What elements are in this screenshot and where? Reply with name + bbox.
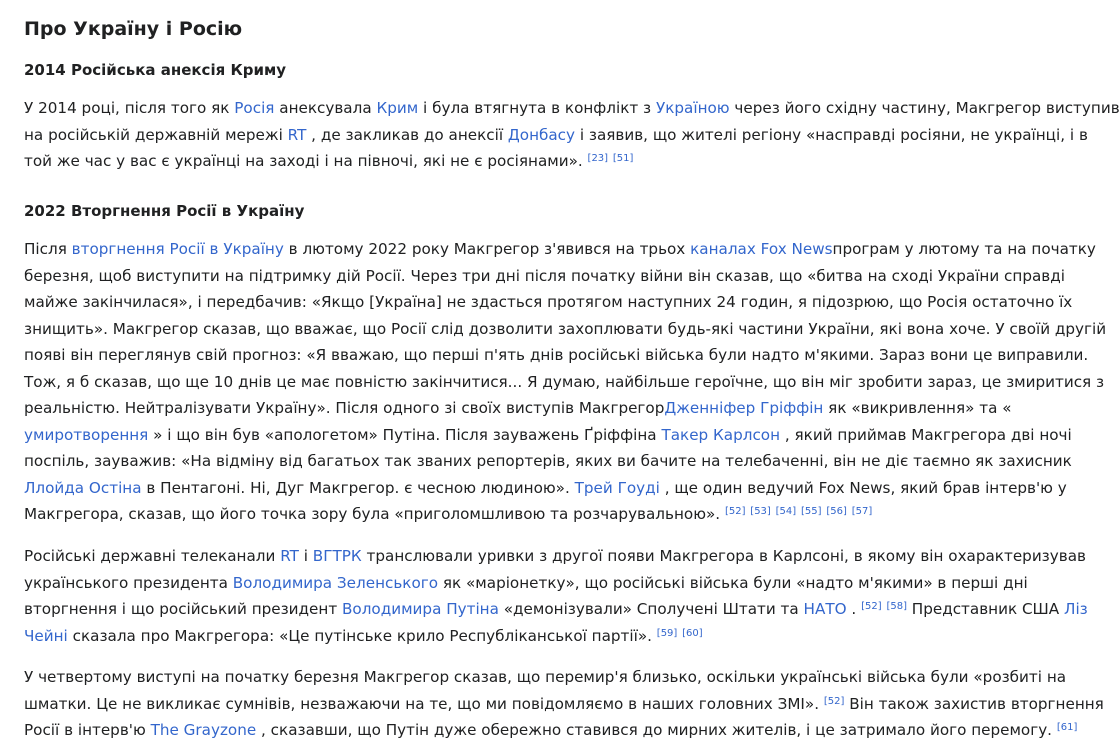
citation-61[interactable]: [61] (1056, 722, 1078, 733)
link-putin[interactable]: Володимира Путіна (342, 600, 499, 618)
link-fox-news-channels[interactable]: каналах Fox News (690, 240, 833, 258)
text-line (24, 623, 1024, 650)
citation-51[interactable]: [51] (612, 153, 634, 164)
text: через його східну частину, Макгрегор виступив (729, 99, 1120, 117)
citation-57[interactable]: [57] (851, 506, 873, 517)
text: в лютому 2022 року Макгрегор з'явився на трьох (283, 240, 691, 258)
paragraph-invasion (24, 236, 1107, 528)
link-the-grayzone[interactable]: The Grayzone (150, 721, 257, 739)
text-line: появі він переглянув свій прогноз: «Я вважаю, що перші п'ять днів російські війська були надто м'якими. Зараз вони це виправили. (24, 346, 1089, 364)
text: , сказавши, що Путін дуже обережно ставився до мирних жителів, і це затримало його перемогу. (256, 721, 1053, 739)
citation-56[interactable]: [56] (826, 506, 847, 517)
text-line: У четвертому виступі на початку березня Макгрегор сказав, що перемир'я близько, оскільки українські війська були «розбиті на (24, 668, 1067, 686)
link-rt[interactable]: RT (280, 547, 299, 565)
text-line (24, 501, 1024, 528)
text: на російській державній мережі (24, 125, 288, 144)
text-line (24, 570, 1028, 597)
text: «демонізували» Сполучені Штати та (498, 600, 804, 618)
text: реальністю. Нейтралізувати Україну». Після одного зі своїх виступів Макгрегор (24, 399, 665, 417)
text: вторгнення і що російський президент (24, 600, 343, 618)
text-line (24, 691, 1104, 718)
text: як «маріонетку», що російські війська були «надто м'якими» в перші дні (438, 573, 1028, 592)
text-line: майже закінчилася», і передбачив: «Якщо [Україна] не здасться протягом наступних 24 годин, я підозрюю, що Росія остаточно їх (24, 293, 1073, 311)
text-line (24, 148, 1024, 175)
link-ukraine[interactable]: Україною (655, 99, 730, 117)
text: Після (24, 240, 72, 258)
text: як «викривлення» та « (823, 399, 1012, 417)
text: , ще один ведучий Fox News, який брав інтерв'ю у (659, 478, 1067, 497)
citation-59[interactable]: [59] (656, 627, 678, 639)
citation-52[interactable]: [52] (823, 695, 845, 707)
text-line (24, 475, 1067, 502)
link-liz-cheney[interactable]: Ліз (1064, 600, 1088, 618)
text-line (24, 395, 1024, 422)
link-nato[interactable]: НАТО (803, 600, 847, 618)
text-line: поспіль, зауважив: «На відміну від багатьох так званих репортерів, яких ви бачите на телебаченні, він не діє таємно як захисник (24, 452, 1072, 470)
text-line: березня, щоб виступити на підтримку дій Росії. Через три дні після початку війни він сказав, що «битва на сході України справді (24, 266, 1065, 285)
text: і була втягнута в конфлікт з (418, 99, 656, 117)
text: Росії в інтерв'ю (24, 721, 151, 739)
link-appeasement[interactable]: умиротворення (24, 425, 149, 444)
paragraph-crimea (24, 95, 1120, 175)
text: програм у лютому та на початку (832, 240, 1096, 258)
paragraph-state-tv (24, 543, 1088, 649)
text-line (24, 717, 1078, 744)
link-lloyd-austin[interactable]: Ллойда Остіна (24, 478, 142, 497)
text: шматки. Це не викликає сумнівів, незважаючи на те, що ми повідомляємо в наших головних ЗМІ». (24, 694, 820, 713)
link-jennifer-griffin[interactable]: Дженніфер Гріффін (664, 399, 824, 417)
text-line (24, 596, 1088, 623)
text: , де закликав до анексії (306, 125, 508, 144)
text-line: Тож, я б сказав, що ще 10 днів це має повністю закінчитися... Я думаю, найбільше героїчне, що він міг зробити зараз, це змиритися з (24, 372, 1105, 391)
section-title: Про Україну і Росію (24, 18, 243, 40)
text: . (846, 600, 857, 618)
paragraph-fourth-appearance (24, 664, 1104, 744)
text: Він також захистив вторгнення (844, 694, 1104, 713)
citation-53[interactable]: [53] (750, 506, 771, 517)
citation-55[interactable]: [55] (801, 506, 822, 517)
subsection-heading-crimea: 2014 Російська анексія Криму (24, 61, 286, 79)
link-russia[interactable]: Росія (234, 99, 275, 117)
citation-58[interactable]: [58] (886, 601, 907, 612)
text-line (24, 422, 1072, 449)
citation-52[interactable]: [52] (861, 601, 882, 612)
text: Представник США (906, 600, 1065, 618)
text: , який приймав Макгрегора дві ночі (780, 425, 1072, 444)
link-liz-cheney-cont[interactable]: Чейні (24, 626, 68, 645)
citation-23[interactable]: [23] (587, 153, 609, 164)
text: і (298, 547, 313, 565)
text: в Пентагоні. Ні, Дуг Макгрегор. є чесною людиною». (141, 478, 575, 497)
text: той же час у вас є українці на заході і на півночі, які не є росіянами». (24, 152, 583, 170)
text: транслювали уривки з другої появи Макгрегора в Карлсоні, в якому він охарактеризував (361, 547, 1086, 565)
link-trey-gowdy[interactable]: Трей Гоуді (574, 478, 660, 497)
link-crimea[interactable]: Крим (376, 99, 419, 117)
text: українського президента (24, 573, 233, 592)
citation-60[interactable]: [60] (682, 627, 703, 639)
link-donbas[interactable]: Донбасу (507, 125, 576, 144)
text: і заявив, що жителі регіону «насправді росіяни, не українці, і в (575, 125, 1088, 144)
text: » і що він був «апологетом» Путіна. Після зауважень Ґріффіна (148, 425, 662, 444)
text: Макгрегора, сказав, що його точка зору була «приголомшливою та розчарувальною». (24, 505, 721, 523)
citation-52[interactable]: [52] (724, 506, 746, 517)
text-line (24, 236, 1096, 263)
link-vgtrk[interactable]: ВГТРК (312, 547, 362, 565)
subsection-heading-invasion: 2022 Вторгнення Росії в Україну (24, 202, 305, 220)
text: Російські державні телеканали (24, 547, 281, 565)
text-line: знищить». Макгрегор сказав, що вважає, що Росії слід дозволити захоплювати будь-які частини України, які вона хоче. У своїй другій (24, 319, 1107, 338)
text: У 2014 році, після того як (24, 99, 235, 117)
text-line (24, 122, 1088, 149)
text: анексувала (274, 99, 377, 117)
link-rt[interactable]: RT (287, 125, 307, 144)
citation-54[interactable]: [54] (775, 506, 797, 517)
link-zelensky[interactable]: Володимира Зеленського (232, 573, 439, 592)
text: сказала про Макгрегора: «Це путінське крило Республіканської партії». (67, 626, 652, 645)
text-line (24, 543, 1086, 570)
link-russian-invasion[interactable]: вторгнення Росії в Україну (71, 240, 284, 258)
link-tucker-carlson[interactable]: Такер Карлсон (661, 425, 781, 444)
text-line (24, 95, 1120, 122)
